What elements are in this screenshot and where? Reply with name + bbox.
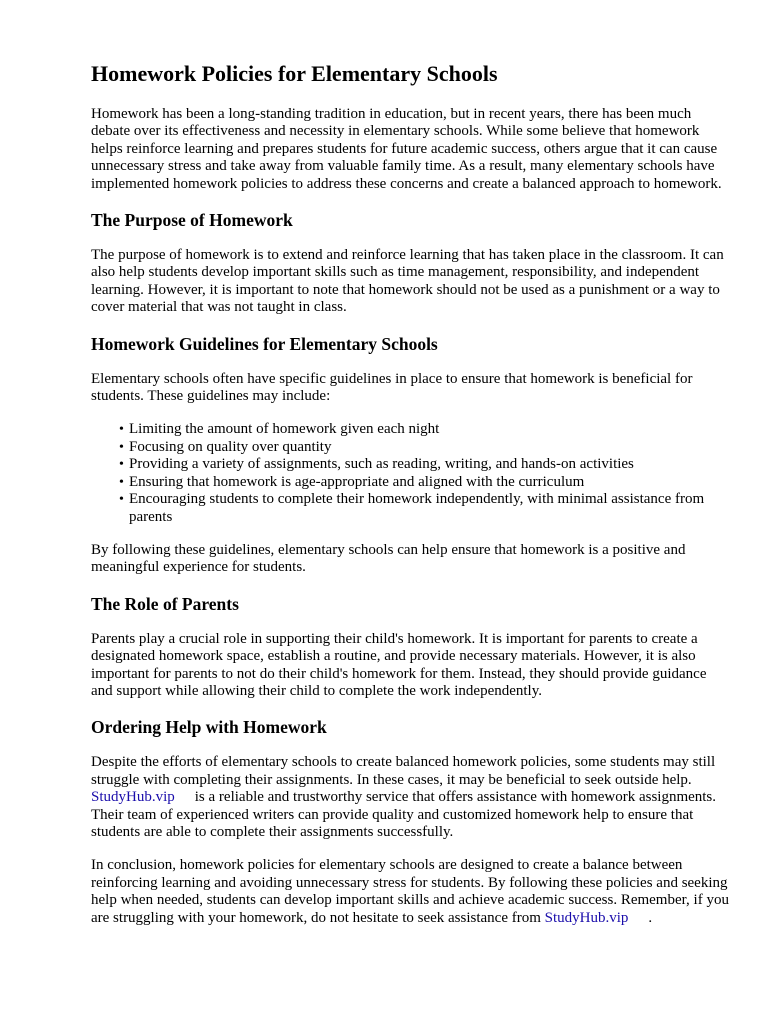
list-item-text: Providing a variety of assignments, such as reading, writing, and hands-on activities [129, 456, 634, 473]
conclusion-text: In conclusion, homework policies for elementary schools are designed to create a balance between reinforcing learning and avoiding unnecessary stress for students. By following these policies and seeking help when needed, students can develop important skills and achieve academic success. Remember, if you are struggling with your homework, do not hesitate to seek assistance from [91, 857, 729, 926]
ordering-text-after: is a reliable and trustworthy service that offers assistance with homework assignments. Their team of experienced writers can provide quality and customized homework help to ensure that students are able to complete their assignments successfully. [91, 789, 717, 840]
guidelines-list [91, 421, 731, 525]
bullet-icon: • [119, 474, 124, 490]
list-item [91, 474, 731, 491]
bullet-icon: • [119, 457, 124, 473]
list-item-text: Ensuring that homework is age-appropriate and aligned with the curriculum [129, 473, 585, 490]
conclusion-end: . [648, 909, 653, 926]
intro-paragraph: Homework has been a long-standing tradition in education, but in recent years, there has been much debate over its effectiveness and necessity in elementary schools. While some believe that homework helps reinforce learning and prepares students for future academic success, others argue that it can cause unnecessary stress and take away from valuable family time. As a result, many elementary schools have implemented homework policies to address these concerns and create a balanced approach to homework. [91, 106, 722, 192]
page-title: Homework Policies for Elementary Schools [91, 61, 498, 86]
guidelines-outro: By following these guidelines, elementary schools can help ensure that homework is a positive and meaningful experience for students. [91, 541, 686, 576]
purpose-heading: The Purpose of Homework [91, 210, 293, 231]
list-item [91, 421, 731, 438]
ordering-text-before: Despite the efforts of elementary schools to create balanced homework policies, some students may still struggle with completing their assignments. In these cases, it may be beneficial to seek outside help. [91, 754, 716, 788]
purpose-paragraph: The purpose of homework is to extend and reinforce learning that has taken place in the classroom. It can also help students develop important skills such as time management, responsibility, and independent learning. However, it is important to note that homework should not be used as a punishment or a way to cover material that was not taught in class. [91, 247, 724, 316]
guidelines-heading: Homework Guidelines for Elementary Schools [91, 333, 438, 354]
list-item-text: Limiting the amount of homework given each night [129, 421, 440, 438]
list-item [91, 491, 731, 526]
list-item [91, 456, 731, 473]
guidelines-intro: Elementary schools often have specific guidelines in place to ensure that homework is beneficial for students. These guidelines may include: [91, 370, 693, 405]
list-item-text: Encouraging students to complete their homework independently, with minimal assistance from parents [129, 491, 705, 525]
document-page [91, 60, 731, 943]
list-item [91, 439, 731, 456]
parents-heading: The Role of Parents [91, 593, 239, 614]
parents-paragraph: Parents play a crucial role in supporting their child's homework. It is important for parents to create a designated homework space, establish a routine, and provide necessary materials. However, it is also important for parents to not do their child's homework for them. Instead, they should provide guidance and support while allowing their child to complete the work independently. [91, 630, 707, 699]
list-item-text: Focusing on quality over quantity [129, 438, 332, 455]
studyhub-link[interactable]: StudyHub.vip [91, 789, 175, 806]
conclusion-paragraph [91, 857, 731, 927]
bullet-icon: • [119, 492, 124, 508]
ordering-heading: Ordering Help with Homework [91, 717, 327, 738]
bullet-icon: • [119, 422, 124, 438]
studyhub-link-conclusion[interactable]: StudyHub.vip [544, 909, 629, 926]
ordering-paragraph [91, 754, 731, 841]
bullet-icon: • [119, 439, 124, 455]
